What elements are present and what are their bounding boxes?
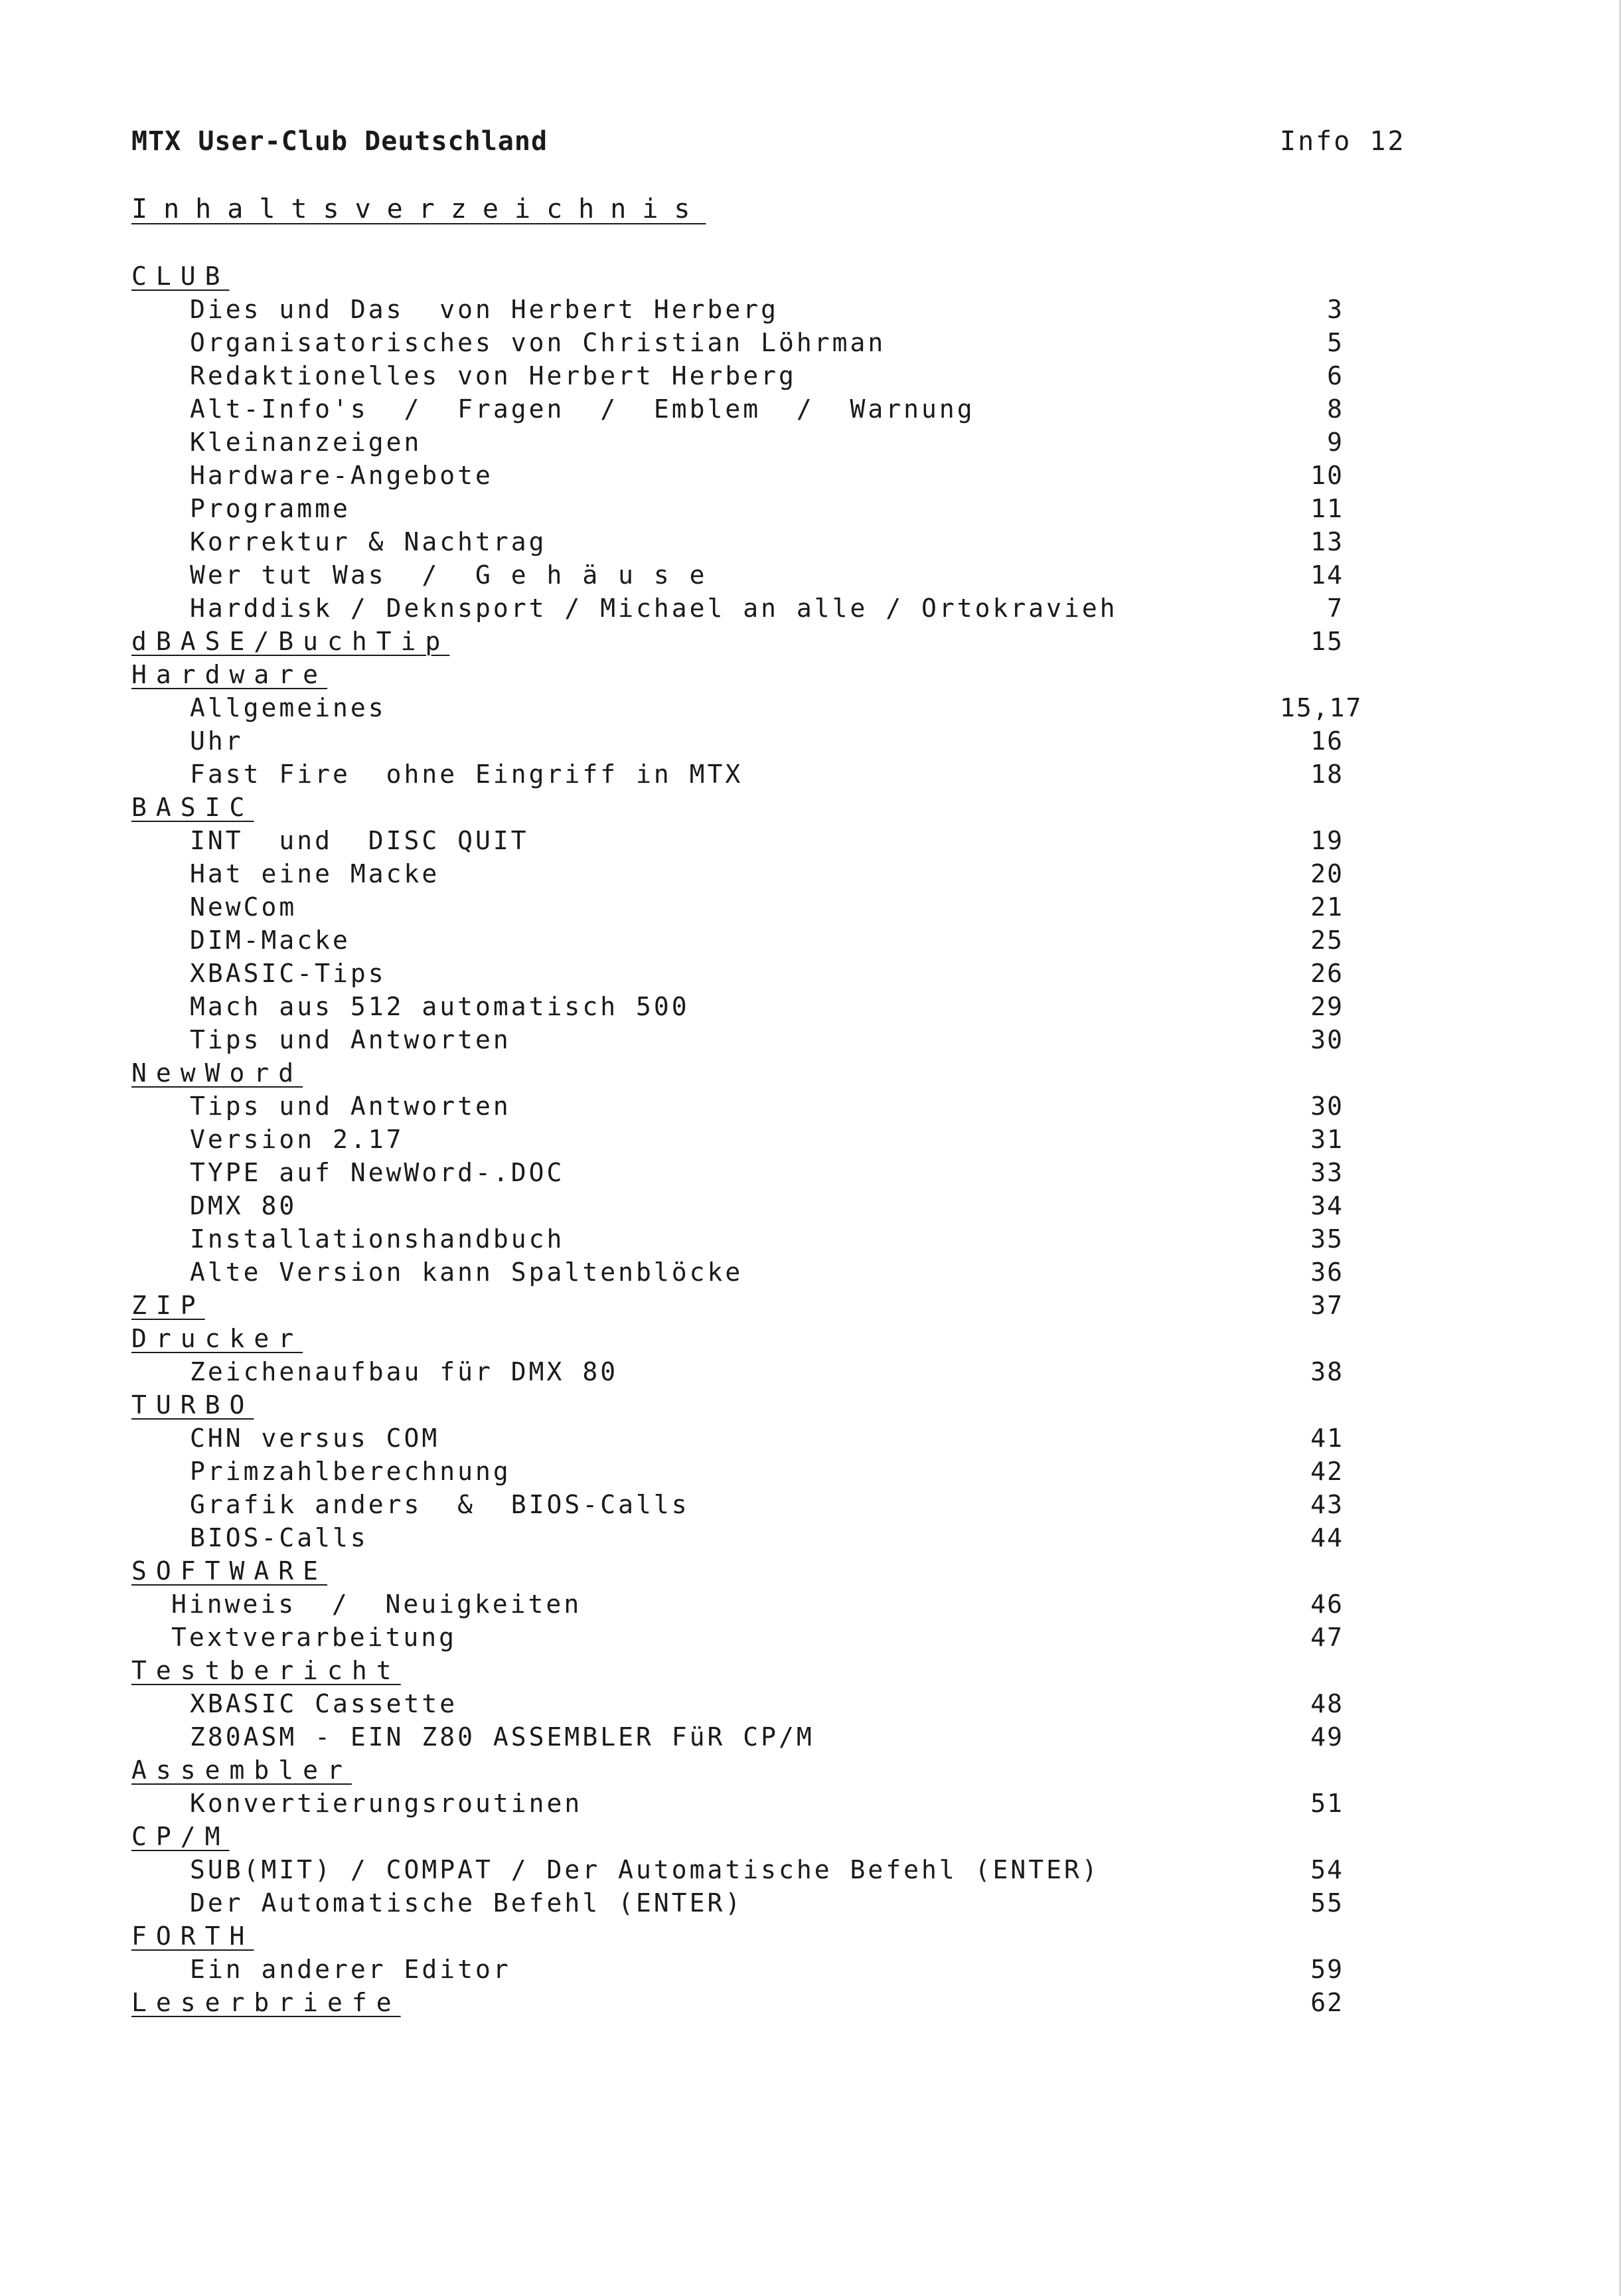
toc-entry-row	[0, 1354, 1621, 1388]
toc-entry-row	[0, 1023, 1621, 1056]
entry-page-number: 54	[1310, 1855, 1344, 1884]
toc-entry-row	[0, 724, 1621, 757]
entry-title: Dies und Das von Herbert Herberg	[190, 295, 779, 324]
entry-page-number: 51	[1310, 1789, 1344, 1818]
section-heading-row	[0, 1056, 1621, 1089]
section-heading-row	[0, 790, 1621, 823]
section-title: SOFTWARE	[131, 1556, 328, 1586]
entry-title: Hardware-Angebote	[190, 461, 493, 490]
section-heading-row	[0, 1388, 1621, 1421]
entry-page-number: 46	[1310, 1590, 1344, 1619]
section-title: Leserbriefe	[131, 1988, 401, 2017]
entry-title: Kleinanzeigen	[190, 428, 422, 457]
toc-entry-row	[0, 956, 1621, 989]
entry-title: Uhr	[190, 726, 244, 756]
entry-title: Mach aus 512 automatisch 500	[190, 992, 690, 1021]
entry-page-number: 21	[1310, 892, 1344, 922]
entry-title: Grafik anders & BIOS-Calls	[190, 1490, 690, 1519]
entry-page-number: 3	[1327, 295, 1344, 324]
toc-entry-row	[0, 292, 1621, 325]
entry-title: INT und DISC QUIT	[190, 826, 529, 855]
entry-page-number: 33	[1310, 1158, 1344, 1187]
toc-entry-row	[0, 1487, 1621, 1520]
section-title: Drucker	[131, 1324, 303, 1353]
entry-title: NewCom	[190, 892, 297, 922]
entry-title: DIM-Macke	[190, 926, 350, 955]
toc-entry-row	[0, 890, 1621, 923]
toc-entry-row	[0, 1886, 1621, 1919]
entry-page-number: 18	[1310, 760, 1344, 789]
entry-page-number: 36	[1310, 1258, 1344, 1287]
toc-entry-row	[0, 392, 1621, 425]
toc-entry-row	[0, 1720, 1621, 1753]
entry-title: CHN versus COM	[190, 1424, 440, 1453]
section-heading-row	[0, 1653, 1621, 1686]
entry-title: Z80ASM - EIN Z80 ASSEMBLER FüR CP/M	[190, 1722, 814, 1752]
entry-title: Zeichenaufbau für DMX 80	[190, 1357, 619, 1386]
toc-entry-row	[0, 1620, 1621, 1653]
toc-entry-row	[0, 1454, 1621, 1487]
entry-title: Wer tut Was / G e h ä u s e	[190, 560, 708, 590]
entry-title: XBASIC Cassette	[190, 1689, 458, 1718]
section-title: TURBO	[131, 1390, 254, 1420]
toc-entry-row	[0, 1952, 1621, 1985]
toc-entry-row	[0, 458, 1621, 491]
entry-title: BIOS-Calls	[190, 1523, 368, 1552]
entry-page-number: 11	[1310, 494, 1344, 523]
toc-entry-row	[0, 558, 1621, 591]
section-title: Hardware	[131, 660, 328, 689]
toc-entry-row	[0, 1520, 1621, 1554]
toc-entry-row	[0, 1222, 1621, 1255]
club-name: MTX User-Club Deutschland	[131, 126, 548, 157]
toc-entry-row	[0, 923, 1621, 956]
toc-entry-row	[0, 691, 1621, 724]
section-heading-row	[0, 1288, 1621, 1321]
toc-entry-row	[0, 325, 1621, 359]
entry-page-number: 59	[1310, 1955, 1344, 1984]
entry-page-number: 15,17	[1280, 693, 1363, 722]
entry-title: Textverarbeitung	[171, 1623, 457, 1652]
entry-title: Hinweis / Neuigkeiten	[171, 1590, 582, 1619]
entry-page-number: 14	[1310, 560, 1344, 590]
entry-page-number: 35	[1310, 1224, 1344, 1254]
entry-page-number: 41	[1310, 1424, 1344, 1453]
entry-page-number: 7	[1327, 594, 1344, 623]
entry-page-number: 48	[1310, 1689, 1344, 1718]
toc-entry-row	[0, 1255, 1621, 1288]
section-page-number: 37	[1310, 1291, 1344, 1320]
entry-page-number: 43	[1310, 1490, 1344, 1519]
entry-title: Primzahlberechnung	[190, 1457, 511, 1486]
section-heading-row	[0, 624, 1621, 657]
entry-page-number: 30	[1310, 1092, 1344, 1121]
section-heading-row	[0, 259, 1621, 292]
entry-page-number: 42	[1310, 1457, 1344, 1486]
toc-entry-row	[0, 823, 1621, 857]
toc-entry-row	[0, 1155, 1621, 1189]
entry-title: Der Automatische Befehl (ENTER)	[190, 1888, 743, 1918]
toc-entry-row	[0, 491, 1621, 525]
toc-entry-row	[0, 591, 1621, 624]
entry-page-number: 55	[1310, 1888, 1344, 1918]
section-title: BASIC	[131, 793, 254, 822]
section-title: ZIP	[131, 1291, 205, 1320]
section-title: CP/M	[131, 1822, 230, 1851]
toc-entry-row	[0, 1089, 1621, 1122]
entry-title: Allgemeines	[190, 693, 386, 722]
section-title: Testbericht	[131, 1656, 401, 1685]
table-of-contents	[0, 259, 1621, 2018]
entry-page-number: 10	[1310, 461, 1344, 490]
toc-entry-row	[0, 857, 1621, 890]
entry-page-number: 29	[1310, 992, 1344, 1021]
section-heading-row	[0, 1919, 1621, 1952]
entry-title: Harddisk / Deknsport / Michael an alle / Ortokravieh	[190, 594, 1118, 623]
entry-title: SUB(MIT) / COMPAT / Der Automatische Befehl (ENTER)	[190, 1855, 1100, 1884]
entry-page-number: 30	[1310, 1025, 1344, 1054]
section-heading-row	[0, 1554, 1621, 1587]
entry-title: Installationshandbuch	[190, 1224, 565, 1254]
section-heading-row	[0, 1321, 1621, 1354]
entry-page-number: 34	[1310, 1191, 1344, 1220]
section-page-number: 15	[1310, 627, 1344, 656]
entry-title: XBASIC-Tips	[190, 959, 386, 988]
entry-page-number: 5	[1327, 328, 1344, 357]
toc-entry-row	[0, 1587, 1621, 1620]
entry-page-number: 38	[1310, 1357, 1344, 1386]
toc-entry-row	[0, 1189, 1621, 1222]
entry-title: Version 2.17	[190, 1125, 404, 1154]
entry-title: Ein anderer Editor	[190, 1955, 511, 1984]
entry-page-number: 31	[1310, 1125, 1344, 1154]
entry-title: Programme	[190, 494, 350, 523]
toc-heading: Inhaltsverzeichnis	[131, 194, 706, 224]
issue-label: Info 12	[1280, 126, 1406, 157]
entry-title: Konvertierungsroutinen	[190, 1789, 583, 1818]
toc-entry-row	[0, 525, 1621, 558]
section-title: CLUB	[131, 262, 230, 291]
entry-title: Korrektur & Nachtrag	[190, 527, 547, 556]
entry-page-number: 25	[1310, 926, 1344, 955]
entry-title: Organisatorisches von Christian Löhrman	[190, 328, 886, 357]
section-heading-row	[0, 1985, 1621, 2018]
toc-entry-row	[0, 989, 1621, 1023]
entry-page-number: 9	[1327, 428, 1344, 457]
section-title: NewWord	[131, 1058, 303, 1088]
entry-title: Redaktionelles von Herbert Herberg	[190, 361, 797, 390]
entry-page-number: 20	[1310, 859, 1344, 888]
section-heading-row	[0, 1753, 1621, 1786]
toc-entry-row	[0, 1852, 1621, 1886]
section-heading-row	[0, 1819, 1621, 1852]
entry-page-number: 8	[1327, 394, 1344, 424]
entry-title: DMX 80	[190, 1191, 297, 1220]
section-heading-row	[0, 657, 1621, 691]
entry-title: Alt-Info's / Fragen / Emblem / Warnung	[190, 394, 975, 424]
section-title: Assembler	[131, 1756, 352, 1785]
entry-page-number: 49	[1310, 1722, 1344, 1752]
entry-title: Hat eine Macke	[190, 859, 440, 888]
toc-entry-row	[0, 425, 1621, 458]
entry-page-number: 26	[1310, 959, 1344, 988]
toc-entry-row	[0, 1786, 1621, 1819]
toc-entry-row	[0, 1686, 1621, 1720]
entry-title: Fast Fire ohne Eingriff in MTX	[190, 760, 743, 789]
entry-page-number: 44	[1310, 1523, 1344, 1552]
entry-page-number: 13	[1310, 527, 1344, 556]
entry-page-number: 19	[1310, 826, 1344, 855]
section-title: FORTH	[131, 1922, 254, 1951]
entry-title: Tips und Antworten	[190, 1025, 511, 1054]
entry-page-number: 6	[1327, 361, 1344, 390]
entry-title: TYPE auf NewWord-.DOC	[190, 1158, 565, 1187]
section-page-number: 62	[1310, 1988, 1344, 2017]
toc-entry-row	[0, 359, 1621, 392]
entry-page-number: 47	[1310, 1623, 1344, 1652]
toc-entry-row	[0, 757, 1621, 790]
toc-entry-row	[0, 1421, 1621, 1454]
section-title: dBASE/BuchTip	[131, 627, 450, 656]
entry-title: Tips und Antworten	[190, 1092, 511, 1121]
entry-page-number: 16	[1310, 726, 1344, 756]
entry-title: Alte Version kann Spaltenblöcke	[190, 1258, 743, 1287]
toc-entry-row	[0, 1122, 1621, 1155]
